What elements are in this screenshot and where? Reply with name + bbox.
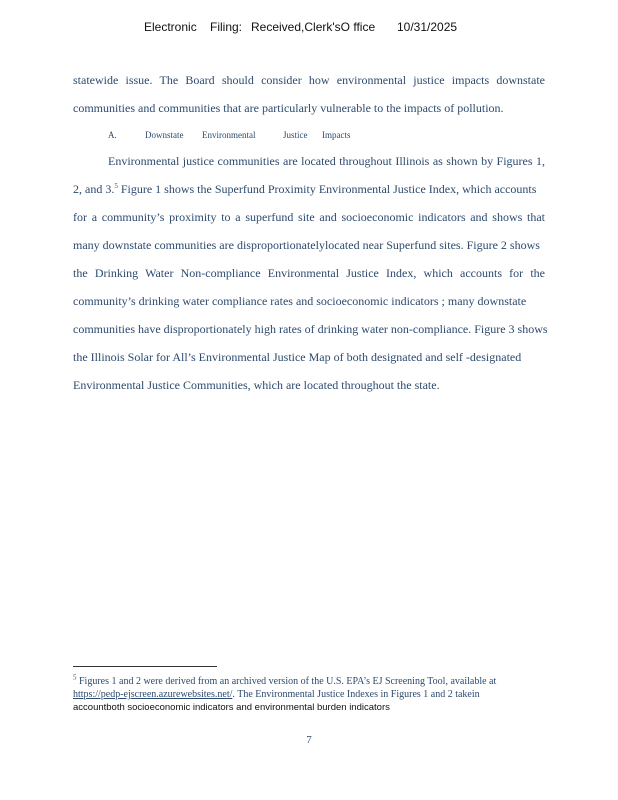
header-date: 10/31/2025 [397,20,458,34]
footnote-reference-marker: 5 [114,182,118,190]
footnote-line-2-text: . The Environmental Justice Indexes in Figures 1 and 2 takein [232,689,480,700]
heading-word-downstate: Downstate [145,130,184,140]
footnote-line-3: accountboth socioeconomic indicators and environmental burden indicators [73,702,390,713]
page-number: 7 [306,734,312,746]
para-line-3: for a community’s proximity to a superfund site and socioeconomic indicators and shows that [73,210,545,224]
heading-word-environmental: Environmental [202,130,256,140]
para-line-7: communities have disproportionately high rates of drinking water non-compliance. Figure 3 shows [73,322,548,336]
footnote-line-1-text: Figures 1 and 2 were derived from an archived version of the U.S. EPA’s EJ Screening Tool, available at [76,676,497,687]
heading-letter: A. [108,130,117,140]
header-electronic: Electronic [144,20,197,34]
para-line-2-start: 2, and 3. [73,182,115,196]
header-filing: Filing: [210,20,243,34]
para-line-5: the Drinking Water Non-compliance Environmental Justice Index, which accounts for the [73,266,545,280]
heading-word-justice: Justice [283,130,308,140]
para-line-6: community’s drinking water compliance rates and socioeconomic indicators ; many downstate [73,294,527,308]
heading-word-impacts: Impacts [322,130,351,140]
para-line-2 [73,181,536,197]
para-line-1: Environmental justice communities are located throughout Illinois as shown by Figures 1, [108,154,545,168]
header-received: Received,Clerk'sO ffice [251,20,376,34]
para-line-2-end: Figure 1 shows the Superfund Proximity Environmental Justice Index, which accounts [117,182,537,196]
footnote-separator [73,666,217,667]
intro-line-2: communities and communities that are particularly vulnerable to the impacts of pollution. [73,101,504,115]
footnote-line-2 [73,688,480,701]
para-line-8: the Illinois Solar for All’s Environmental Justice Map of both designated and self -designated [73,350,522,364]
footnote-link[interactable]: https://pedp-ejscreen.azurewebsites.net/ [73,689,233,700]
para-line-9: Environmental Justice Communities, which are located throughout the state. [73,378,440,392]
footnote-marker: 5 [73,673,77,682]
intro-line-1: statewide issue. The Board should consider how environmental justice impacts downstate [73,73,545,87]
footnote-line-1 [73,675,496,688]
para-line-4: many downstate communities are disproportionatelylocated near Superfund sites. Figure 2 shows [73,238,540,252]
filing-header [0,20,618,38]
